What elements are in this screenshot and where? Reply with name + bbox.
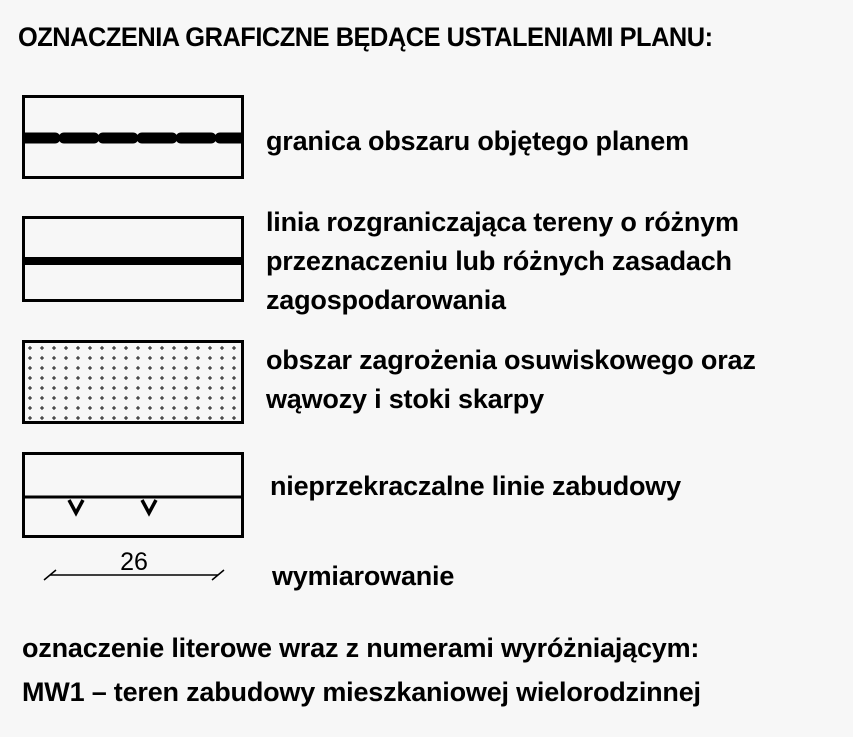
building-line-symbol xyxy=(22,452,244,538)
plan-boundary-label: granica obszaru objętego planem xyxy=(266,126,689,156)
legend-title: OZNACZENIA GRAFICZNE BĘDĄCE USTALENIAMI PLANU: xyxy=(18,22,713,52)
plan-boundary-symbol xyxy=(22,95,244,179)
demarcation-line-label-3: zagospodarowania xyxy=(266,285,506,315)
demarcation-line-label-1: linia rozgraniczająca tereny o różnym xyxy=(266,207,739,237)
demarcation-line-label-2: przeznaczeniu lub różnych zasadach xyxy=(266,246,732,276)
building-line xyxy=(25,455,241,535)
landslide-hatch xyxy=(25,343,241,421)
plan-boundary-line xyxy=(25,98,241,176)
dimension-symbol xyxy=(40,540,240,590)
landslide-area-label-2: wąwozy i stoki skarpy xyxy=(266,384,544,414)
dimension-label: wymiarowanie xyxy=(272,561,455,591)
letter-code-example: MW1 – teren zabudowy mieszkaniowej wielorodzinnej xyxy=(22,677,701,707)
demarcation-line xyxy=(25,219,241,299)
letter-code-caption: oznaczenie literowe wraz z numerami wyróżniającym: xyxy=(22,633,700,663)
landslide-area-label-1: obszar zagrożenia osuwiskowego oraz xyxy=(266,345,756,375)
demarcation-line-symbol xyxy=(22,216,244,302)
dimension-value: 26 xyxy=(120,548,148,576)
landslide-area-symbol xyxy=(22,340,244,424)
building-line-label: nieprzekraczalne linie zabudowy xyxy=(270,471,681,501)
